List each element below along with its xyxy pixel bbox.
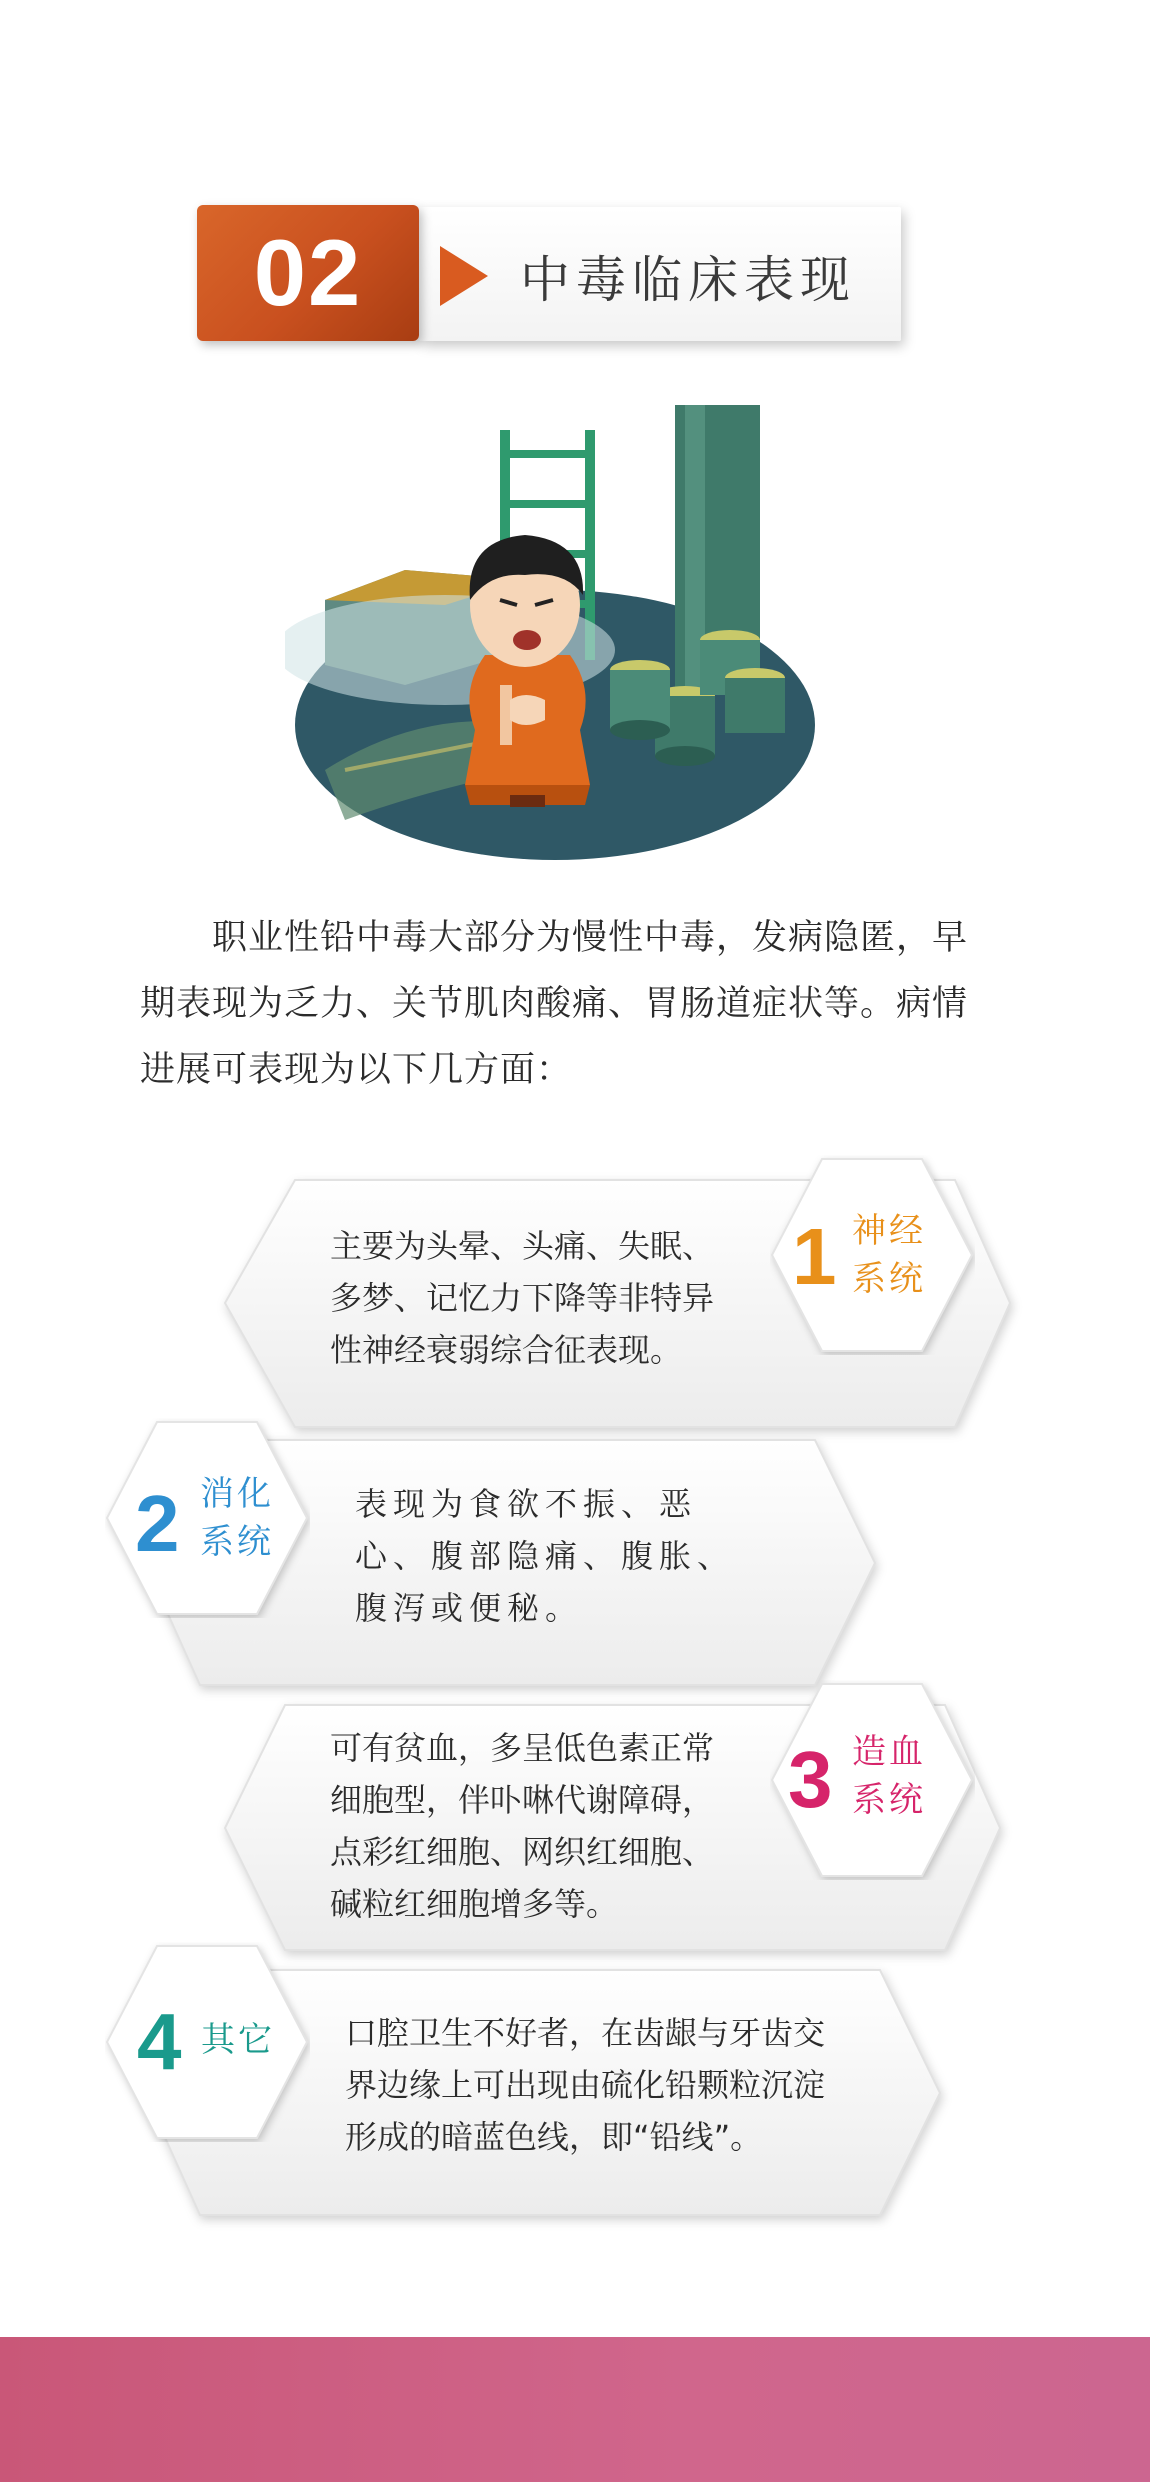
badge-number: 4 bbox=[137, 1997, 182, 2086]
badge-number: 3 bbox=[788, 1735, 833, 1824]
badge-label-line: 其它 bbox=[201, 2020, 275, 2060]
badge-label-line: 系统 bbox=[852, 1259, 926, 1299]
poisoned-worker-illustration bbox=[285, 400, 825, 870]
card-line: 性神经衰弱综合征表现。 bbox=[330, 1331, 683, 1369]
badge-digestive-system bbox=[105, 1418, 310, 1618]
badge-number: 1 bbox=[792, 1212, 837, 1301]
card-line: 细胞型，伴卟啉代谢障碍， bbox=[330, 1781, 715, 1819]
footer-band bbox=[0, 2337, 1150, 2482]
badge-other bbox=[105, 1942, 310, 2142]
intro-paragraph: 职业性铅中毒大部分为慢性中毒，发病隐匿，早期表现为乏力、关节肌肉酸痛、胃肠道症状等。病情进展可表现为以下几方面： bbox=[140, 918, 969, 1090]
section-title: 中毒临床表现 bbox=[520, 251, 856, 309]
card-line: 形成的暗蓝色线，即“铅线”。 bbox=[345, 2118, 763, 2156]
card-line: 表现为食欲不振、恶 bbox=[355, 1485, 698, 1523]
card-line: 主要为头晕、头痛、失眠、 bbox=[330, 1227, 715, 1265]
badge-label-line: 神经 bbox=[852, 1211, 926, 1251]
badge-hematopoietic-system bbox=[770, 1680, 975, 1880]
badge-label-line: 系统 bbox=[852, 1780, 926, 1820]
card-line: 可有贫血，多呈低色素正常 bbox=[330, 1729, 715, 1767]
card-line: 口腔卫生不好者，在齿龈与牙齿交 bbox=[345, 2014, 826, 2052]
badge-nervous-system bbox=[770, 1155, 975, 1355]
section-number-badge: 02 bbox=[197, 205, 419, 341]
card-line: 多梦、记忆力下降等非特异 bbox=[330, 1279, 715, 1317]
badge-label-line: 系统 bbox=[200, 1522, 274, 1562]
badge-label-line: 消化 bbox=[200, 1474, 274, 1514]
card-line: 碱粒红细胞增多等。 bbox=[330, 1885, 619, 1923]
card-line: 点彩红细胞、网织红细胞、 bbox=[330, 1833, 715, 1871]
play-arrow-icon bbox=[440, 246, 488, 306]
badge-label-line: 造血 bbox=[852, 1732, 926, 1772]
card-line: 腹泻或便秘。 bbox=[355, 1589, 584, 1627]
card-line: 界边缘上可出现由硫化铅颗粒沉淀 bbox=[345, 2066, 826, 2104]
badge-number: 2 bbox=[135, 1479, 180, 1568]
card-line: 心、腹部隐痛、腹胀、 bbox=[355, 1537, 736, 1575]
